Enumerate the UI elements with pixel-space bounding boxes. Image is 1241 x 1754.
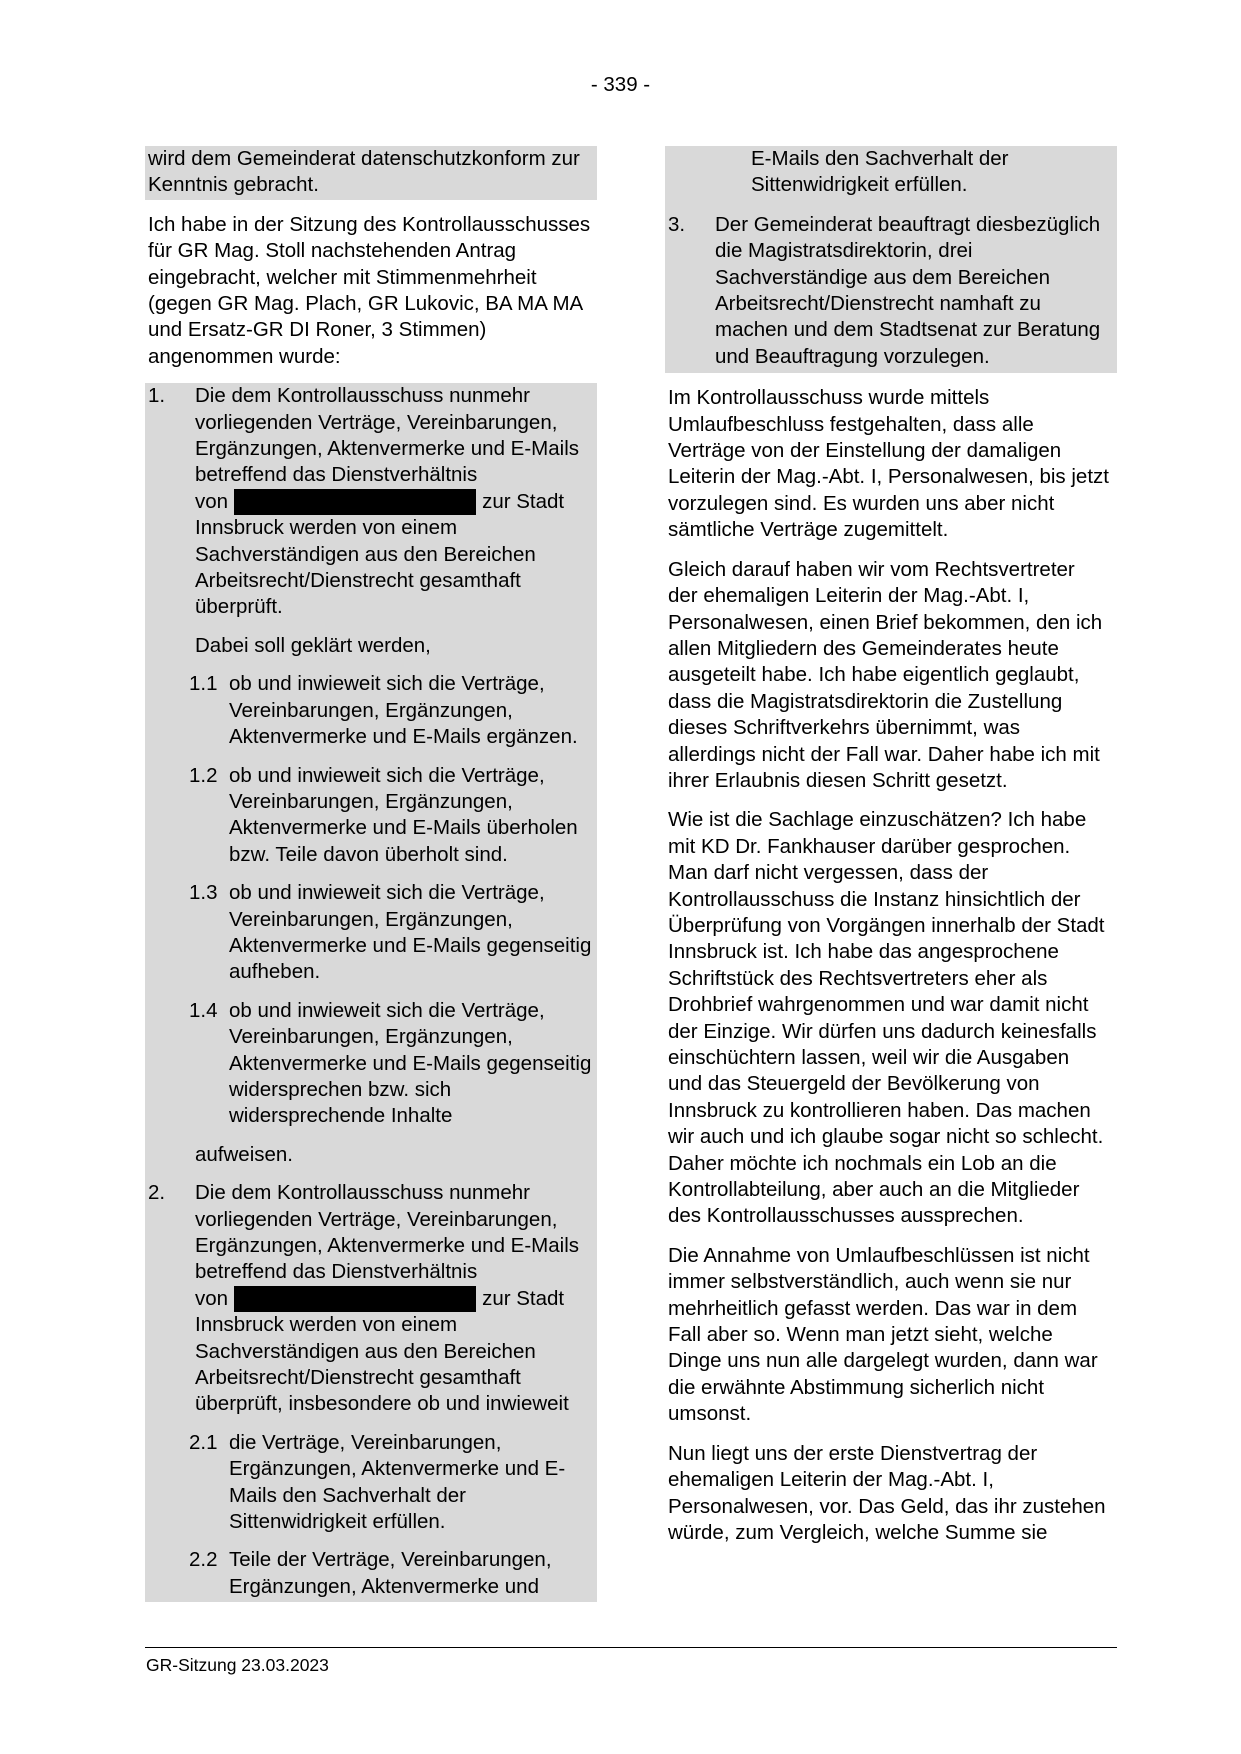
sub-number: 2.1 [189,1430,218,1454]
aufweisen-line: aufweisen. [195,1142,294,1166]
dabei-line: Dabei soll geklärt werden, [195,633,431,657]
item-number: 1. [148,384,166,408]
von-label: von [195,489,229,513]
paragraph: Die Annahme von Umlaufbeschlüssen ist nicht immer selbstverständlich, auch wenn sie nur mehrheitlich gefasst werden. Das war in dem Fall aber so. Wenn man jetzt sieht, welche Dinge uns nun alle dargelegt wurden, dann war die erwähnte Abstimmung sicherlich nicht umsonst. [668,1243,1098,1426]
sub-text: ob und inwieweit sich die Verträge, Vereinbarungen, Ergänzungen, Aktenvermerke und E-Mails ergänzen. [229,672,578,749]
item-text: Der Gemeinderat beauftragt diesbezüglich die Magistratsdirektorin, drei Sachverständige aus dem Bereichen Arbeitsrecht/Dienstrecht namhaft zu machen und dem Stadtsenat zur Beratung und Beauftragung vorzulegen. [715,212,1101,368]
redaction-bar [234,1286,476,1312]
sub-number: 1.2 [189,763,218,787]
paragraph: Gleich darauf haben wir vom Rechtsvertreter der ehemaligen Leiterin der Mag.-Abt. I, Personalwesen, einen Brief bekommen, den ich allen Mitgliedern des Gemeinderates heute ausgeteilt habe. Ich habe eigentlich geglaubt, dass die Magistratsdirektorin die Zustellung dieses Schriftverkehrs übernimmt, was allerdings nicht der Fall war. Daher habe ich mit ihrer Erlaubnis diesen Schritt gesetzt. [668,557,1103,792]
sub-text: Teile der Verträge, Vereinbarungen, Ergänzungen, Aktenvermerke und [229,1548,552,1598]
paragraph: Nun liegt uns der erste Dienstvertrag der ehemaligen Leiterin der Mag.-Abt. I, Personalwesen, vor. Das Geld, das ihr zustehen würde, zum Vergleich, welche Summe sie [668,1441,1106,1544]
motion-block-continued [665,146,1117,373]
zur-stadt-label: zur Stadt [482,489,565,513]
paragraph: Im Kontrollausschuss wurde mittels Umlaufbeschluss festgehalten, dass alle Verträge von der Einstellung der damaligen Leiterin der Mag.-Abt. I, Personalwesen, bis jetzt vorzulegen sind. Es wurden uns aber nicht sämtliche Verträge zugemittelt. [668,386,1109,542]
sub-item [145,1430,597,1536]
footer-rule [145,1647,1117,1648]
von-label: von [195,1286,229,1310]
paragraph: Wie ist die Sachlage einzuschätzen? Ich habe mit KD Dr. Fankhauser darüber gesprochen. Man darf nicht vergessen, dass der Kontrollausschuss die Instanz hinsichtlich der Überprüfung von Vorgängen innerhalb der Stadt Innsbruck ist. Ich habe das angesprochene Schriftstück des Rechtsvertreters eher als Drohbrief wahrgenommen und war damit nicht der Einzige. Wir dürfen uns dadurch keinesfalls einschüchtern lassen, weil wir die Ausgaben und das Steuergeld der Bevölkerung von Innsbruck zu kontrollieren haben. Das machen wir auch und ich glaube sogar nicht so schlecht. Daher möchte ich nochmals ein Lob an die Kontrollabteilung, aber auch an die Mitglieder des Kontrollausschusses aussprechen. [668,808,1105,1228]
redacted-line [195,1286,593,1312]
item-number: 3. [668,212,686,236]
sub-number: 2.2 [189,1548,218,1572]
sub-text: ob und inwieweit sich die Verträge, Vereinbarungen, Ergänzungen, Aktenvermerke und E-Mails gegenseitig widersprechen bzw. sich widersprechende Inhalte [229,998,592,1128]
right-paragraphs [665,385,1117,1546]
continued-text: E-Mails den Sachverhalt der Sittenwidrigkeit erfüllen. [751,147,1009,197]
item-text: Die dem Kontrollausschuss nunmehr vorliegenden Verträge, Vereinbarungen, Ergänzungen, Aktenvermerke und E-Mails betreffend das Dienstverhältnis [195,384,580,487]
motion-item-3 [665,212,1117,373]
sub-item [145,1547,597,1602]
item-number: 2. [148,1181,166,1205]
left-column [145,146,597,1602]
sub-item [145,998,597,1130]
sub-item [145,763,597,869]
sub-number: 1.4 [189,998,218,1022]
sub-text: die Verträge, Vereinbarungen, Ergänzungen, Aktenvermerke und E-Mails den Sachverhalt der Sittenwidrigkeit erfüllen. [229,1430,566,1534]
right-column [665,146,1117,1559]
page-number: - 339 - [590,73,651,96]
footer-text: GR-Sitzung 23.03.2023 [146,1655,329,1675]
sub-text: ob und inwieweit sich die Verträge, Vereinbarungen, Ergänzungen, Aktenvermerke und E-Mails gegenseitig aufheben. [229,881,592,984]
sub-number: 1.3 [189,881,218,905]
sub-text: ob und inwieweit sich die Verträge, Vereinbarungen, Ergänzungen, Aktenvermerke und E-Mails überholen bzw. Teile davon überholt sind. [229,763,578,866]
intro-paragraph: Ich habe in der Sitzung des Kontrollausschusses für GR Mag. Stoll nachstehenden Antrag eingebracht, welcher mit Stimmenmehrheit (gegen GR Mag. Plach, GR Lukovic, BA MA MA und Ersatz-GR DI Roner, 3 Stimmen) angenommen wurde: [148,212,591,368]
sub-item [145,880,597,986]
item-text: Die dem Kontrollausschuss nunmehr vorliegenden Verträge, Vereinbarungen, Ergänzungen, Aktenvermerke und E-Mails betreffend das Dienstverhältnis [195,1181,580,1284]
redaction-bar [234,489,476,515]
intro-highlight: wird dem Gemeinderat datenschutzkonform zur Kenntnis gebracht. [145,146,597,200]
item-text-cont: Innsbruck werden von einem Sachverständigen aus den Bereichen Arbeitsrecht/Dienstrecht gesamthaft überprüft. [195,516,536,619]
motion-block [145,383,597,1602]
zur-stadt-label: zur Stadt [482,1286,565,1310]
sub-item [145,671,597,750]
sub-number: 1.1 [189,672,218,696]
redacted-line [195,489,593,515]
motion-item-1 [145,383,597,671]
motion-item-2 [145,1180,597,1430]
item-text-cont: Innsbruck werden von einem Sachverständigen aus den Bereichen Arbeitsrecht/Dienstrecht gesamthaft überprüft, insbesondere ob und inwieweit [195,1313,569,1416]
